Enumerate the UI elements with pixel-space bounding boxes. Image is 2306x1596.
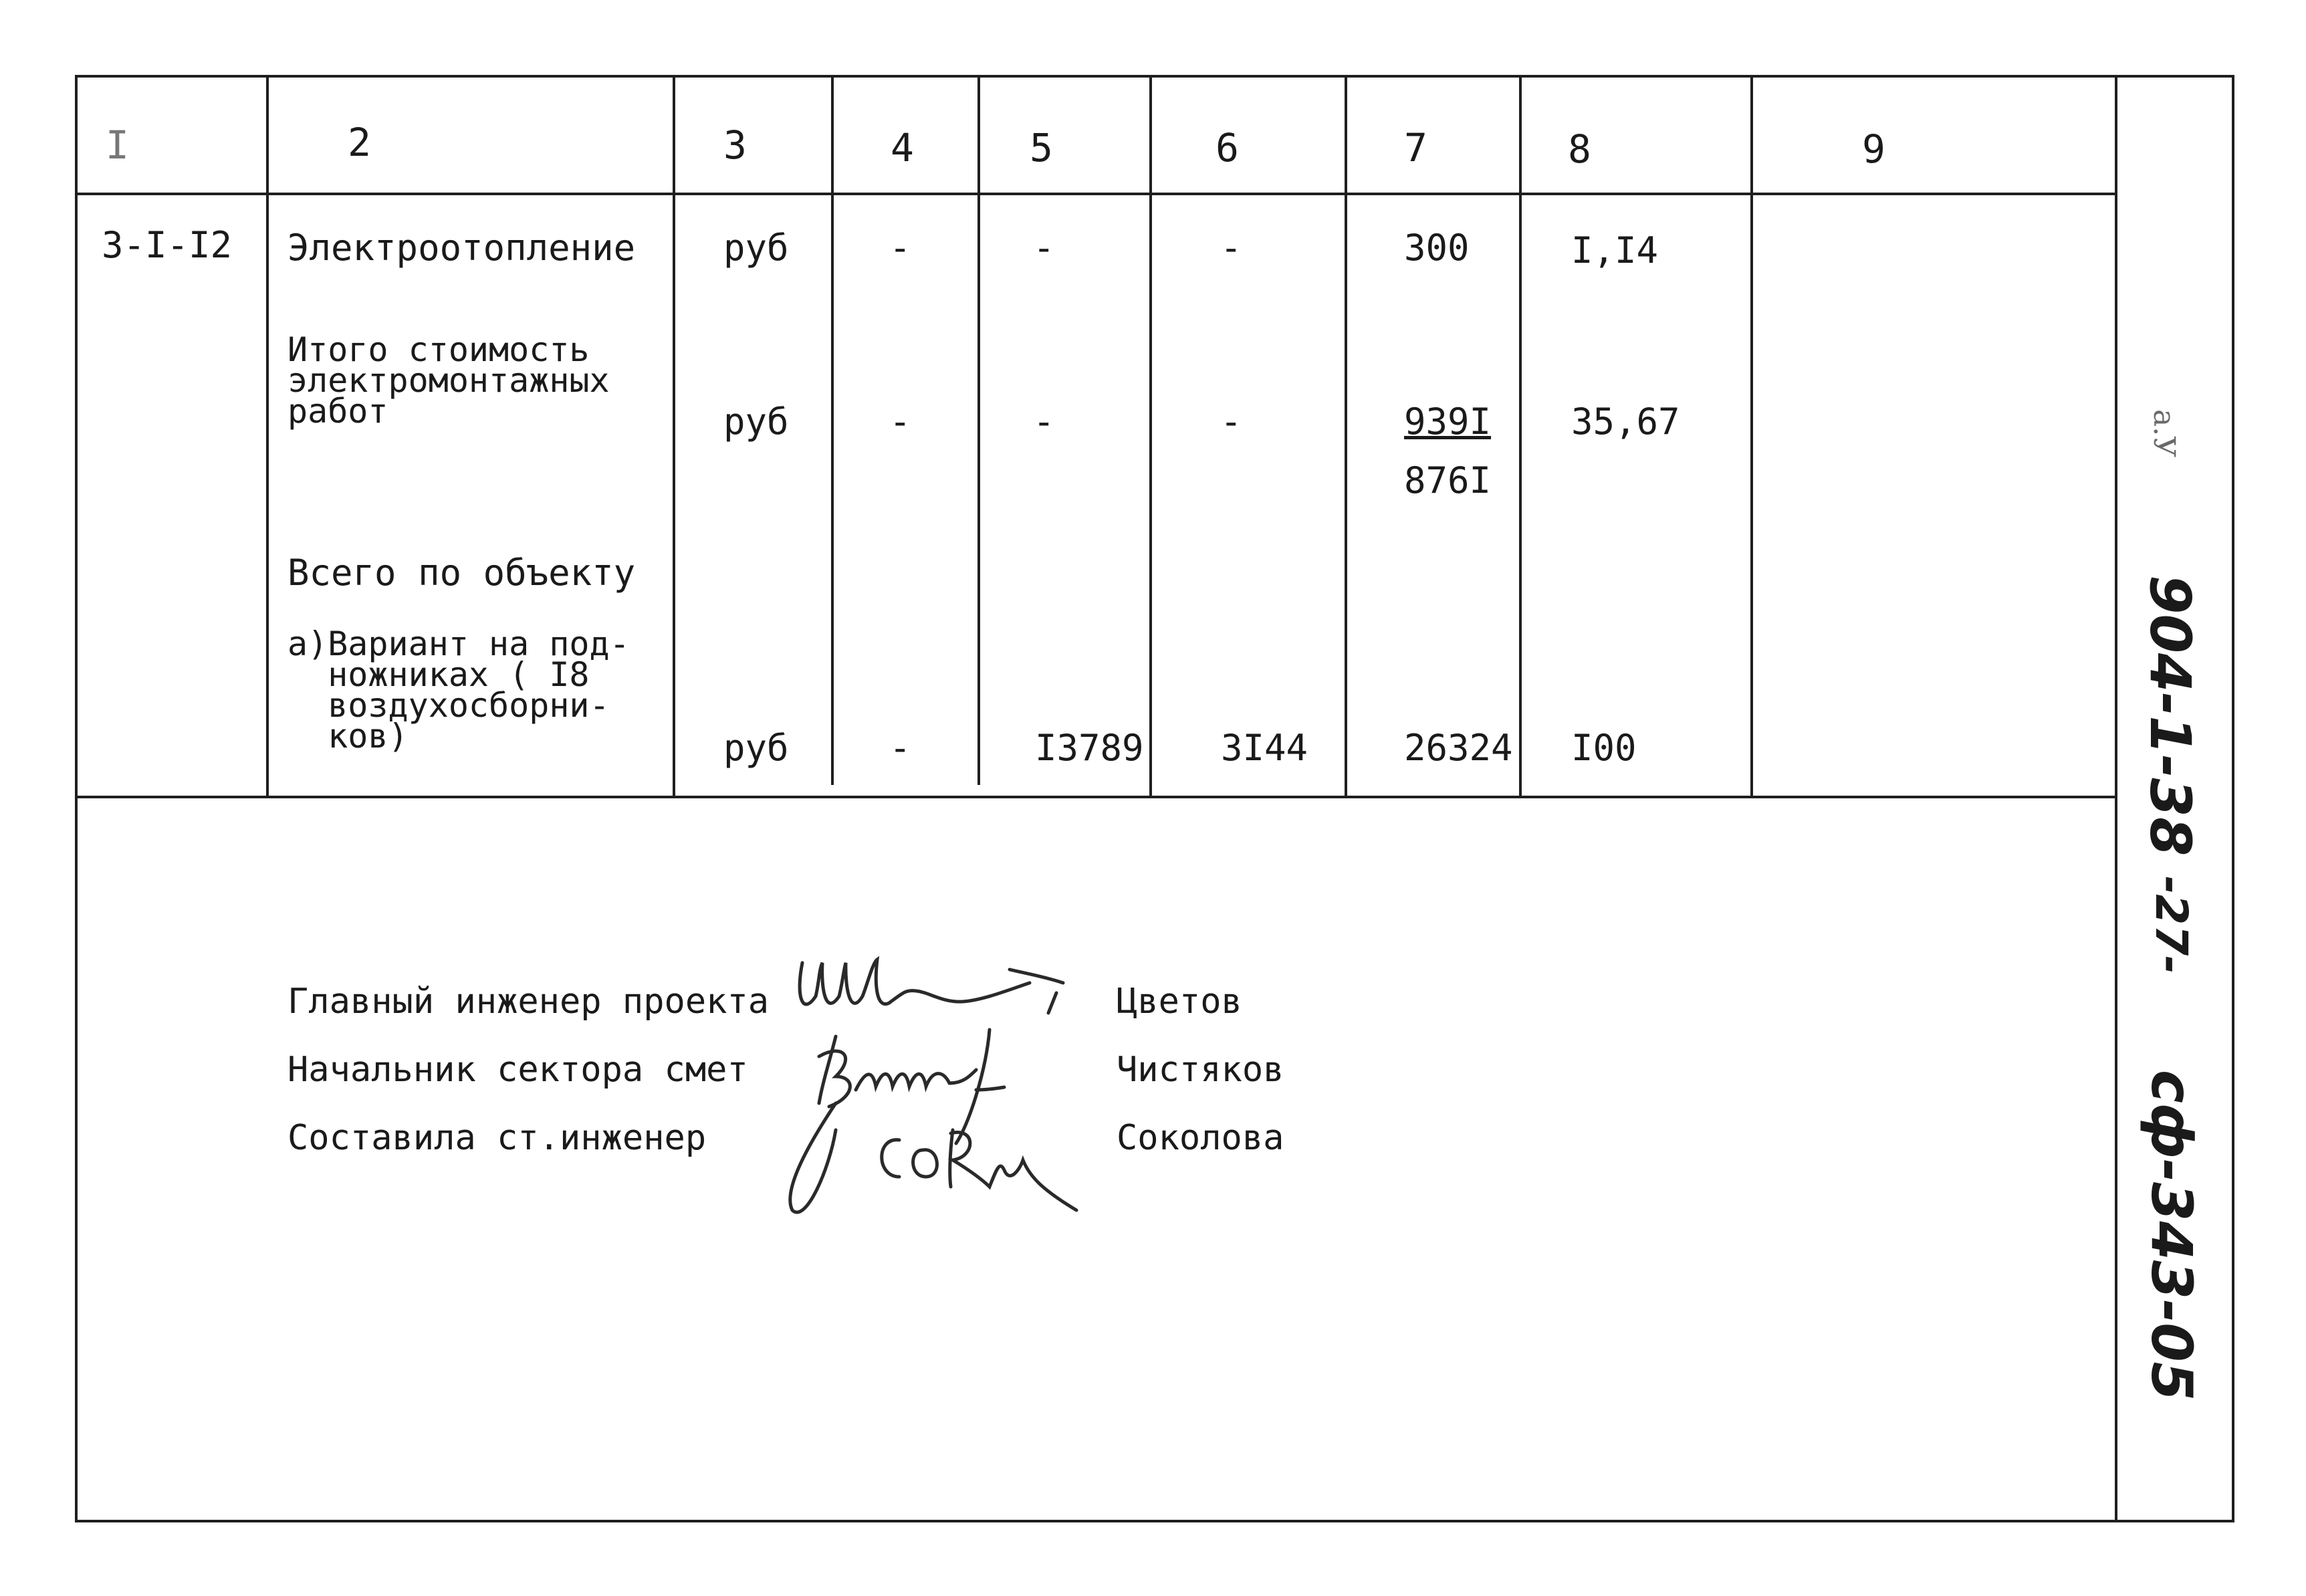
stamp-strip-left-border xyxy=(2115,75,2117,1522)
signer3-position: Составила ст.инженер xyxy=(287,1118,707,1158)
side-stamp-code-2: сф-343-05 xyxy=(2139,1070,2204,1401)
row1-col5: - xyxy=(1033,227,1055,269)
row1-code: 3-I-I2 xyxy=(102,224,233,266)
signer2-position: Начальник сектора смет xyxy=(287,1050,748,1090)
row3-col8: I00 xyxy=(1571,727,1637,769)
row1-name: Электроотопление xyxy=(287,227,636,269)
header-col-5: 5 xyxy=(1030,125,1053,170)
frame-bottom-border xyxy=(75,1520,2234,1522)
header-col-7: 7 xyxy=(1404,125,1427,170)
row2-col8: 35,67 xyxy=(1571,401,1680,443)
header-col-4: 4 xyxy=(891,125,914,170)
header-col-9: 9 xyxy=(1862,126,1885,172)
col-divider-1 xyxy=(266,75,269,798)
row2-unit: руб xyxy=(723,401,789,443)
col-divider-4 xyxy=(977,75,980,785)
row3-col5: I3789 xyxy=(1035,727,1144,769)
row3-col4: - xyxy=(889,727,911,769)
side-stamp-page-number: -27- xyxy=(2146,876,2197,974)
row2-col7: 939I xyxy=(1404,401,1492,443)
header-col-2: 2 xyxy=(348,120,371,165)
col-divider-5 xyxy=(1149,75,1152,798)
row1-col6: - xyxy=(1220,227,1242,269)
signer1-position: Главный инженер проекта xyxy=(287,982,770,1022)
frame-left-border xyxy=(75,75,78,1522)
col-divider-2 xyxy=(673,75,675,798)
row1-col8: I,I4 xyxy=(1571,229,1659,271)
header-col-1: I xyxy=(106,122,129,168)
col-divider-3 xyxy=(831,75,834,785)
row3-col7: 26324 xyxy=(1404,727,1513,769)
row2-col4: - xyxy=(889,401,911,443)
signer1-name: Цветов xyxy=(1117,982,1242,1022)
table-bottom-border xyxy=(75,796,2117,798)
row2-col6: - xyxy=(1220,401,1242,443)
row3-name: а)Вариант на под- ножниках ( I8 воздухосборни- ков) xyxy=(287,624,630,756)
row3-title: Всего по объекту xyxy=(287,552,636,594)
col-divider-6 xyxy=(1345,75,1347,798)
frame-right-border xyxy=(2232,75,2234,1522)
side-stamp-mark: а.У xyxy=(2147,409,2181,458)
header-divider xyxy=(75,193,2117,195)
col-divider-8 xyxy=(1750,75,1753,798)
signer3-name: Соколова xyxy=(1117,1118,1284,1158)
frame-top-border xyxy=(75,75,2234,78)
row3-unit: руб xyxy=(723,727,789,769)
row1-col4: - xyxy=(889,227,911,269)
row1-col7: 300 xyxy=(1404,227,1470,269)
signer2-name: Чистяков xyxy=(1117,1050,1284,1090)
side-stamp-code-1: 904-1-38 xyxy=(2138,575,2203,857)
row2-col5: - xyxy=(1033,401,1055,443)
row3-col6: 3I44 xyxy=(1221,727,1308,769)
header-col-3: 3 xyxy=(723,122,747,168)
row2-col7-second: 876I xyxy=(1404,459,1492,501)
row1-unit: руб xyxy=(723,227,789,269)
header-col-8: 8 xyxy=(1568,126,1591,172)
header-col-6: 6 xyxy=(1216,125,1239,170)
signature-2-image xyxy=(756,1016,1103,1230)
row2-name: Итого стоимость электромонтажных работ xyxy=(287,330,610,431)
col-divider-7 xyxy=(1519,75,1522,798)
